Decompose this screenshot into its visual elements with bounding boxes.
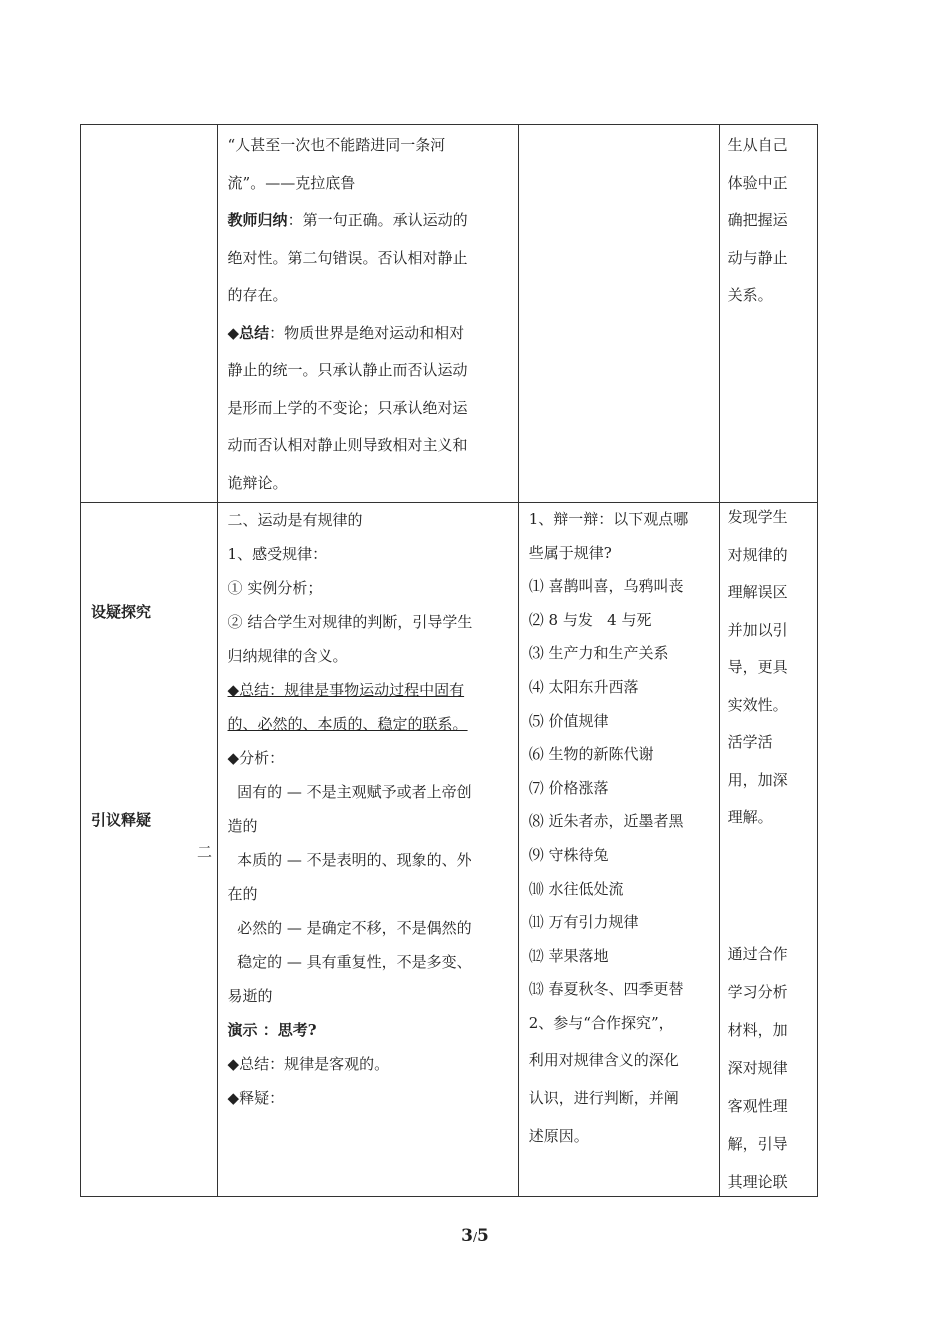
lesson-table xyxy=(80,124,818,1197)
content-line: 是形而上学的不变论；只承认绝对运 xyxy=(227,398,468,417)
activity-line: ⑿ 苹果落地 xyxy=(528,946,609,965)
activity-line: ⑴ 喜鹊叫喜，乌鸦叫丧 xyxy=(528,577,684,596)
content-line xyxy=(228,202,518,240)
activity-line: ⑻ 近朱者赤，近墨者黑 xyxy=(528,812,684,831)
note-line: 客观性理 xyxy=(727,1097,788,1115)
content-line: ① 实例分析； xyxy=(227,579,323,597)
bold-term: 教师归纳 xyxy=(227,211,288,229)
content-line: 归纳规律的含义。 xyxy=(227,647,348,665)
table-row xyxy=(81,125,818,503)
note-line: 确把握运 xyxy=(727,211,788,229)
content-line: ② 结合学生对规律的判断，引导学生 xyxy=(227,613,473,631)
content-line: 的存在。 xyxy=(227,286,288,304)
note-line: 动与静止 xyxy=(727,248,788,267)
activity-line: 些属于规律? xyxy=(528,543,612,562)
content-line: ◆分析： xyxy=(227,749,285,767)
content-text: ：第一句正确。承认运动的 xyxy=(287,211,468,229)
activity-line: 认识，进行判断，并阐 xyxy=(528,1088,679,1107)
activity-line: ⑺ 价格涨落 xyxy=(528,778,609,797)
activity-line: 利用对规律含义的深化 xyxy=(528,1050,679,1069)
content-line: 流”。——克拉底鲁 xyxy=(227,173,356,192)
note-line: 理解。 xyxy=(727,808,773,826)
content-line: 在的 xyxy=(227,885,258,903)
content-text: ：物质世界是绝对运动和相对 xyxy=(269,323,465,342)
note-line: 深对规律 xyxy=(727,1059,788,1077)
note-line: 生从自己 xyxy=(727,136,788,154)
activity-cell xyxy=(518,125,719,503)
content-line: 二、运动是有规律的 xyxy=(227,511,363,529)
content-line: ◆总结：规律是客观的。 xyxy=(227,1055,390,1073)
note-line: 理解误区 xyxy=(727,583,788,601)
activity-cell xyxy=(518,503,719,1197)
content-line: 本质的 — 不是表明的、现象的、外 xyxy=(227,851,472,869)
summary-line: 的、必然的、本质的、稳定的联系。 xyxy=(227,715,468,733)
content-line: ◆释疑： xyxy=(227,1089,285,1107)
table-row xyxy=(81,503,818,1197)
total-pages: 5 xyxy=(477,1226,489,1246)
stage-label: 引议释疑 xyxy=(91,811,152,829)
activity-line: ⑹ 生物的新陈代谢 xyxy=(528,745,654,764)
content-cell xyxy=(217,503,518,1197)
activity-line: ⑷ 太阳东升西落 xyxy=(528,677,639,696)
activity-line: ⑸ 价值规律 xyxy=(528,711,609,730)
content-line: 诡辩论。 xyxy=(227,473,288,492)
note-cell xyxy=(719,503,817,1197)
content-line: 动而否认相对静止则导致相对主义和 xyxy=(227,436,468,454)
activity-line: ⒀ 春夏秋冬、四季更替 xyxy=(528,980,684,999)
note-line: 活学活 xyxy=(727,733,773,751)
note-line: 用，加深 xyxy=(727,770,788,789)
bold-term: ◆总结 xyxy=(227,323,270,342)
note-line: 发现学生 xyxy=(727,508,788,526)
activity-line: ⑽ 水往低处流 xyxy=(528,879,624,898)
stage-cell xyxy=(81,125,218,503)
content-line: “人甚至一次也不能踏进同一条河 xyxy=(227,136,446,154)
content-cell xyxy=(217,125,518,503)
note-line: 其理论联 xyxy=(727,1173,788,1191)
note-line: 实效性。 xyxy=(727,695,788,714)
content-line: 必然的 — 是确定不移，不是偶然的 xyxy=(227,919,472,937)
note-line: 体验中正 xyxy=(727,173,788,192)
page-number xyxy=(0,1226,950,1246)
current-page: 3 xyxy=(461,1226,473,1246)
content-line: 1、感受规律： xyxy=(227,545,328,563)
content-line: 造的 xyxy=(227,817,258,835)
note-line: 通过合作 xyxy=(727,945,788,963)
note-cell xyxy=(719,125,817,503)
note-line: 并加以引 xyxy=(727,620,788,639)
content-line xyxy=(228,315,518,353)
activity-line: 2、参与“合作探究”， xyxy=(528,1013,674,1032)
note-line: 学习分析 xyxy=(727,983,788,1001)
content-line: 易逝的 xyxy=(227,987,273,1005)
demo-line: 演示 ：思考? xyxy=(227,1021,317,1039)
activity-line: 1、辩一辩：以下观点哪 xyxy=(528,510,689,528)
side-mark: 二 xyxy=(197,843,213,861)
note-line: 导，更具 xyxy=(727,658,788,676)
content-line: 稳定的 — 具有重复性，不是多变、 xyxy=(227,953,472,971)
page-separator: / xyxy=(472,1230,478,1244)
content-line: 固有的 — 不是主观赋予或者上帝创 xyxy=(227,783,472,801)
activity-line: ⑶ 生产力和生产关系 xyxy=(528,644,669,663)
note-line: 关系。 xyxy=(727,286,773,304)
summary-line: ◆总结：规律是事物运动过程中固有 xyxy=(227,681,465,699)
activity-line: ⑾ 万有引力规律 xyxy=(528,913,639,932)
stage-cell xyxy=(81,503,218,1197)
note-line: 解，引导 xyxy=(727,1135,788,1153)
content-line: 静止的统一。只承认静止而否认运动 xyxy=(227,361,468,379)
note-line: 对规律的 xyxy=(727,545,788,564)
activity-line: ⑵ 8 与发 4 与死 xyxy=(528,610,652,629)
content-line: 绝对性。第二句错误。否认相对静止 xyxy=(227,248,468,267)
activity-line: ⑼ 守株待兔 xyxy=(528,845,609,864)
note-line: 材料，加 xyxy=(727,1021,788,1039)
activity-line: 述原因。 xyxy=(528,1126,589,1145)
stage-label: 设疑探究 xyxy=(91,603,152,621)
